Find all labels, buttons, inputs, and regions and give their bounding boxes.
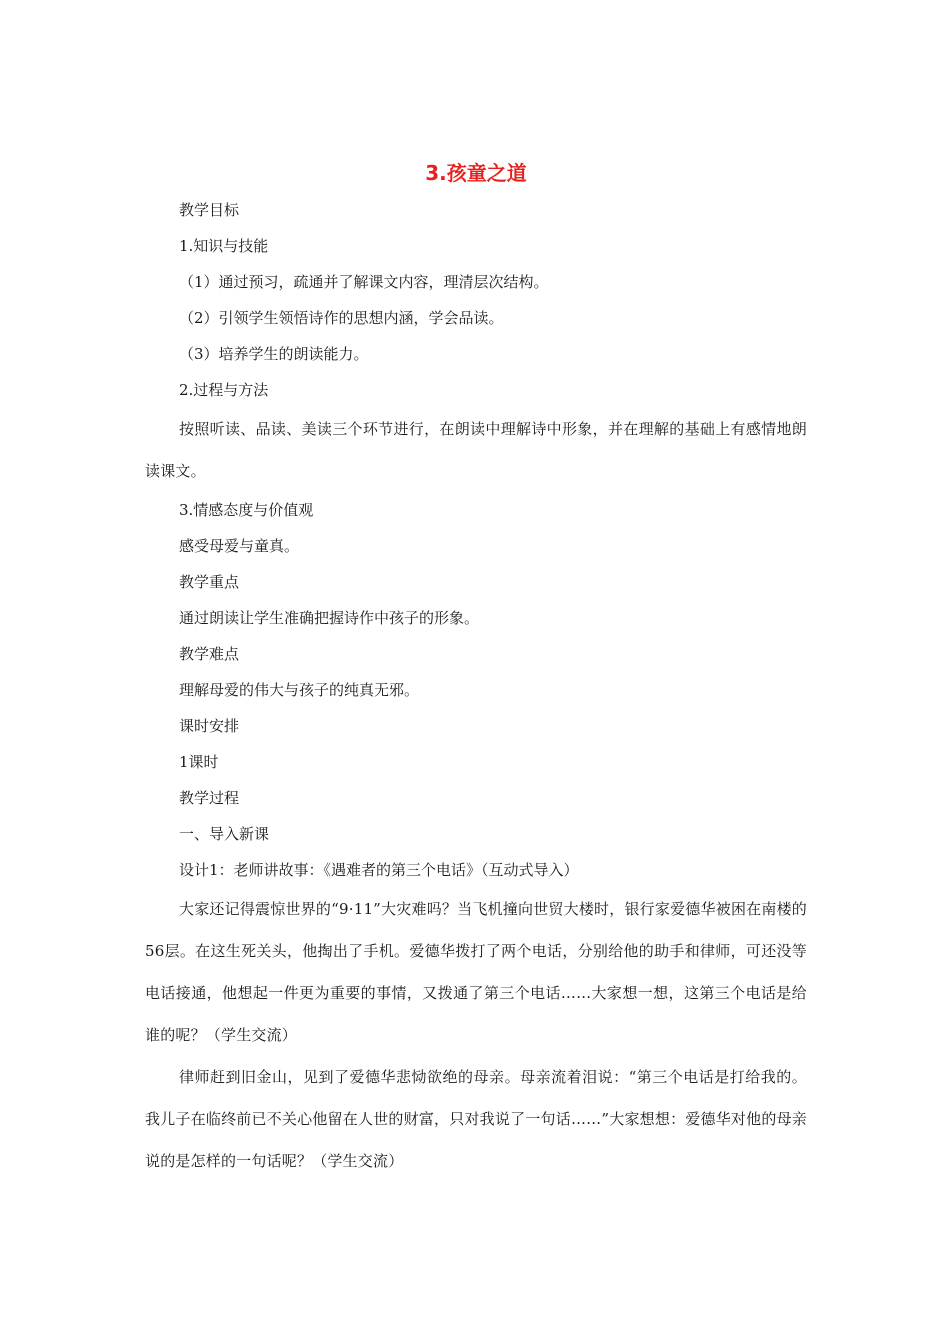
paragraph-story-1: 大家还记得震惊世界的“9·11”大灾难吗？当飞机撞向世贸大楼时，银行家爱德华被困在南楼的56层。在这生死关头，他掏出了手机。爱德华拨打了两个电话，分别给他的助手和律师，可还没等电话接通，他想起一件更为重要的事情，又拨通了第三个电话……大家想一想，这第三个电话是给谁的呢？（学生交流） — [145, 900, 807, 1044]
text-schedule: 1课时 — [179, 753, 219, 771]
text-key-point: 通过朗读让学生准确把握诗作中孩子的形象。 — [179, 609, 480, 627]
section-heading-key-point: 教学重点 — [179, 573, 240, 591]
document-page — [145, 158, 807, 1182]
text-emotion: 感受母爱与童真。 — [179, 537, 300, 555]
section-heading-difficulty: 教学难点 — [179, 645, 240, 663]
text-design-1: 设计1：老师讲故事：《遇难者的第三个电话》（互动式导入） — [179, 861, 579, 879]
section-heading-objectives: 教学目标 — [179, 201, 240, 219]
objective-item-2: （2）引领学生领悟诗作的思想内涵，学会品读。 — [179, 309, 504, 327]
subheading-process: 2.过程与方法 — [179, 381, 269, 399]
section-heading-process: 教学过程 — [179, 789, 240, 807]
text-difficulty: 理解母爱的伟大与孩子的纯真无邪。 — [179, 681, 420, 699]
subheading-intro: 一、导入新课 — [179, 825, 270, 843]
objective-item-1: （1）通过预习，疏通并了解课文内容，理清层次结构。 — [179, 273, 549, 291]
paragraph-story-2: 律师赶到旧金山，见到了爱德华悲恸欲绝的母亲。母亲流着泪说：“第三个电话是打给我的。我儿子在临终前已不关心他留在人世的财富，只对我说了一句话……”大家想想：爱德华对他的母亲说的是怎样的一句话呢？（学生交流） — [145, 1068, 807, 1170]
subheading-knowledge: 1.知识与技能 — [179, 237, 269, 255]
objective-item-3: （3）培养学生的朗读能力。 — [179, 345, 369, 363]
paragraph-method: 按照听读、品读、美读三个环节进行，在朗读中理解诗中形象，并在理解的基础上有感情地朗读课文。 — [145, 420, 807, 480]
section-heading-schedule: 课时安排 — [179, 717, 240, 735]
subheading-emotion: 3.情感态度与价值观 — [179, 501, 314, 519]
page-title: 3.孩童之道 — [425, 161, 527, 185]
